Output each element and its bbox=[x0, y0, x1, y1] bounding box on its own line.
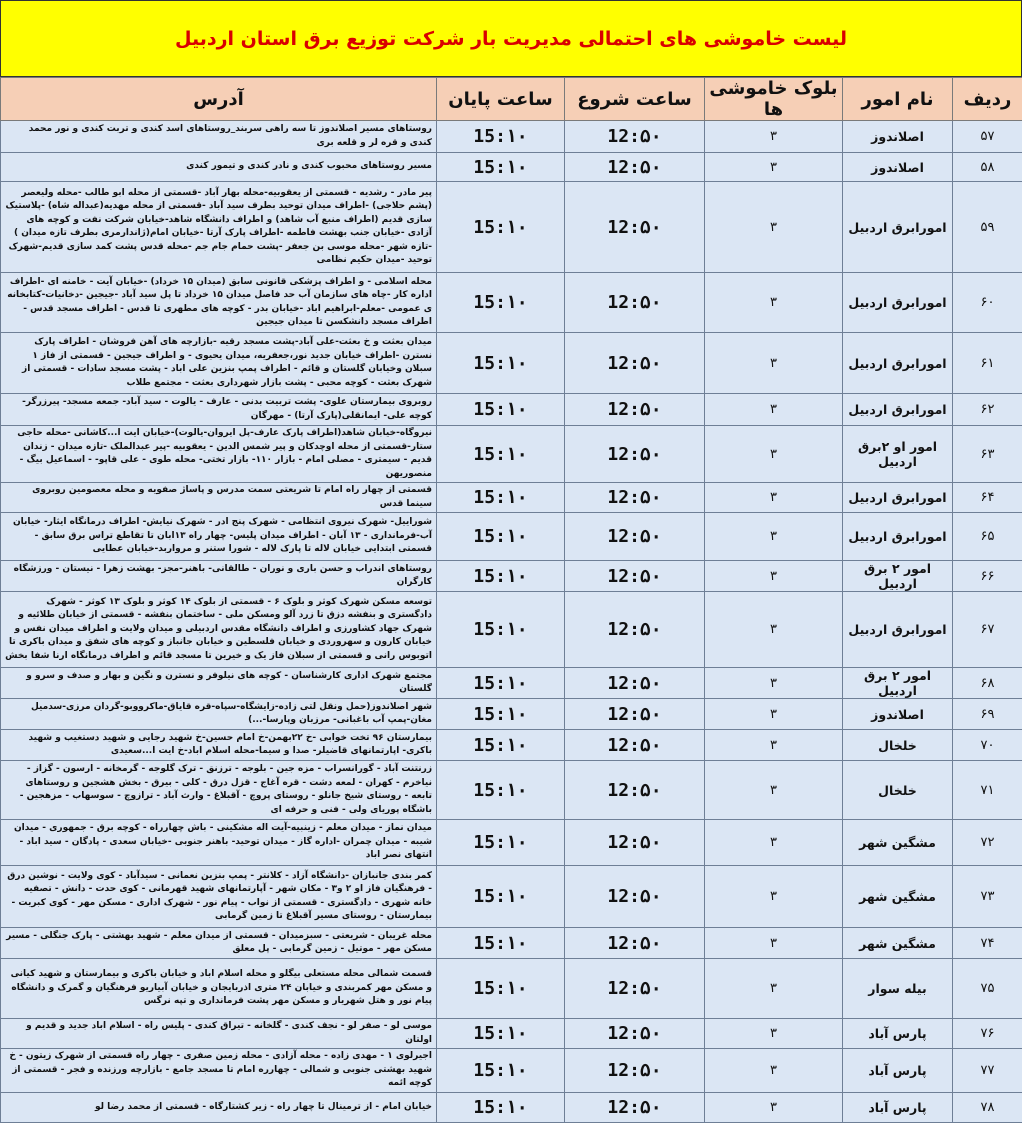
end-time: 15:۱۰ bbox=[437, 699, 565, 730]
header-end-time: ساعت پایان bbox=[437, 78, 565, 121]
row-number: ۵۹ bbox=[953, 182, 1022, 273]
start-time: 12:۵۰ bbox=[565, 1049, 705, 1093]
address: نیروگاه-خیابان شاهد(اطراف پارک عارف-پل ایروان-یالوت)-خیابان ایت ا...کاشانی -محله حاجی ستار-قسمتی از محله اوچدکان و پیر شمس الدین - یعقوبیه -پیر عبدالملک -تازه میدان - زندان قدیم - سیمتری - مصلی امام - بازار ۱۱۰- بازار تختی- محله طوی - علی قاپو- - اسماعیل بیگ - منصوریهن bbox=[1, 426, 437, 483]
start-time: 12:۵۰ bbox=[565, 182, 705, 273]
block-number: ۳ bbox=[705, 513, 843, 561]
address: مجتمع شهرک اداری کارشناسان - کوچه های نیلوفر و نسترن و نگین و بهار و صدف و سرو و گلستان bbox=[1, 668, 437, 699]
end-time: 15:۱۰ bbox=[437, 182, 565, 273]
table-row bbox=[1, 561, 1022, 592]
end-time: 15:۱۰ bbox=[437, 333, 565, 394]
table-row bbox=[1, 1093, 1022, 1123]
start-time: 12:۵۰ bbox=[565, 668, 705, 699]
omur-name: بیله سوار bbox=[843, 959, 953, 1019]
table-row bbox=[1, 699, 1022, 730]
start-time: 12:۵۰ bbox=[565, 273, 705, 333]
start-time: 12:۵۰ bbox=[565, 592, 705, 668]
start-time: 12:۵۰ bbox=[565, 1019, 705, 1049]
end-time: 15:۱۰ bbox=[437, 1019, 565, 1049]
end-time: 15:۱۰ bbox=[437, 1093, 565, 1123]
end-time: 15:۱۰ bbox=[437, 561, 565, 592]
address: روستاهای مسیر اصلاندوز تا سه راهی سربند_روستاهای اسد کندی و تربت کندی و نور محمد کندی و قره لر و قلعه بری bbox=[1, 121, 437, 153]
row-number: ۷۳ bbox=[953, 866, 1022, 928]
omur-name: مشگین شهر bbox=[843, 928, 953, 959]
start-time: 12:۵۰ bbox=[565, 483, 705, 513]
header-address: آدرس bbox=[1, 78, 437, 121]
start-time: 12:۵۰ bbox=[565, 730, 705, 761]
omur-name: پارس آباد bbox=[843, 1093, 953, 1123]
header-start-time: ساعت شروع bbox=[565, 78, 705, 121]
omur-name: مشگین شهر bbox=[843, 866, 953, 928]
block-number: ۳ bbox=[705, 426, 843, 483]
address: شهر اصلاندوز(حمل ونقل لتی زاده-زایشگاه-سپاه-قره قایاق-ماکرووبو-گردان مرزی-سدمیل مغان-پمپ آب باغبانی- مرزبان وپارسا-...) bbox=[1, 699, 437, 730]
block-number: ۳ bbox=[705, 959, 843, 1019]
end-time: 15:۱۰ bbox=[437, 121, 565, 153]
address: میدان بعثت و خ بعثت-علی آباد-پشت مسجد رقیه -بازارچه های آهن فروشان - اطراف پارک نسترن -اطراف خیابان جدید نور،جعفریه، میدان یحیوی - و اطراف جیجین - قسمتی از فاز ۱ سبلان وخیابان گلستان و قائم - اطراف پمپ بنزین علی اباد - پشت مسجد سادات - قسمتی از شهرک بعثت - کوچه محبی - پشت بازار شهرداری بعثت - مجتمع طلاب bbox=[1, 333, 437, 394]
table-row bbox=[1, 730, 1022, 761]
row-number: ۷۶ bbox=[953, 1019, 1022, 1049]
omur-name: امورابرق اردبیل bbox=[843, 273, 953, 333]
omur-name: امورابرق اردبیل bbox=[843, 483, 953, 513]
omur-name: خلخال bbox=[843, 761, 953, 820]
table-row bbox=[1, 1019, 1022, 1049]
end-time: 15:۱۰ bbox=[437, 592, 565, 668]
row-number: ۶۰ bbox=[953, 273, 1022, 333]
address: روستاهای اندراب و حسن باری و نوران - طالقانی- باهنر-مجز- بهشت زهرا - نیستان - ورزشگاه کارگران bbox=[1, 561, 437, 592]
table-row bbox=[1, 333, 1022, 394]
block-number: ۳ bbox=[705, 182, 843, 273]
block-number: ۳ bbox=[705, 483, 843, 513]
start-time: 12:۵۰ bbox=[565, 928, 705, 959]
page-title: لیست خاموشی های احتمالی مدیریت بار شرکت توزیع برق استان اردبیل bbox=[175, 28, 847, 50]
omur-name: امور ۲ برق اردبیل bbox=[843, 561, 953, 592]
row-number: ۷۵ bbox=[953, 959, 1022, 1019]
table-row bbox=[1, 273, 1022, 333]
table-row bbox=[1, 592, 1022, 668]
block-number: ۳ bbox=[705, 1049, 843, 1093]
table-row bbox=[1, 394, 1022, 426]
row-number: ۷۸ bbox=[953, 1093, 1022, 1123]
address: اجیرلوی ۱ - مهدی زاده - محله آزادی - محله زمین صفری - چهار راه قسمتی از شهرک زیتون - خ شهید بهشتی جنوبی و شمالی - چهارره امام تا مسجد جامع - بازارچه ورزنده و فجر - قسمتی از کوچه ائمه bbox=[1, 1049, 437, 1093]
address: توسعه مسکن شهرک کوثر و بلوک ۶ - قسمتی از بلوک ۱۴ کوثر و بلوک ۱۳ کوثر - شهرک دادگستری و بنفشه دزق تا زرد آلو ومسکن ملی - ساختمان بنفشه - قسمتی از خیابان طلائیه و شهرک جهاد کشاورزی و اطراف دانشگاه مقدس اردبیلی و میدان ولایت و اطراف میدان نفس و خیابان کارون و سهروردی و خیابان فلسطین و خیابان جانباز و کوچه های شفق و میدان باکری تا اتوبوس رانی و قسمتی از سبلان فاز یک و خیرین تا مسجد قائم و اطراف درمانگاه ارنا شفا بخش bbox=[1, 592, 437, 668]
end-time: 15:۱۰ bbox=[437, 1049, 565, 1093]
table-row bbox=[1, 1049, 1022, 1093]
table-row bbox=[1, 959, 1022, 1019]
block-number: ۳ bbox=[705, 153, 843, 182]
address: محله اسلامی - و اطراف پزشکی قانونی سابق (میدان ۱۵ خرداد) -خیابان آیت - خامنه ای -اطراف اداره کار -چاه های سازمان آب حد فاصل میدان ۱۵ خرداد تا پل سید آباد -جیجین -دخانیات-کتابخانه ی عمومی -معلم-ابراهیم اباد -خیابان بدر - کوچه های مطهری تا قدس - اطراف مسجد قدس - اطراف مسجد دانشکسن تا میدان جیجین bbox=[1, 273, 437, 333]
start-time: 12:۵۰ bbox=[565, 820, 705, 866]
omur-name: امورابرق اردبیل bbox=[843, 333, 953, 394]
address: قسمت شمالی محله مستعلی بیگلو و محله اسلام اباد و خیابان باکری و بیمارستان و شهید کیانی و مسکن مهر کمربندی و خیابان ۲۴ متری اذربایجان و خیابان آبیاریو فرهنگیان و گمرک و دانشگاه پیام نور و هتل شهریار و مسکن مهر پشت فرمانداری و تپه نرگس bbox=[1, 959, 437, 1019]
row-number: ۷۷ bbox=[953, 1049, 1022, 1093]
block-number: ۳ bbox=[705, 761, 843, 820]
end-time: 15:۱۰ bbox=[437, 959, 565, 1019]
row-number: ۵۸ bbox=[953, 153, 1022, 182]
row-number: ۶۴ bbox=[953, 483, 1022, 513]
block-number: ۳ bbox=[705, 561, 843, 592]
table-row bbox=[1, 668, 1022, 699]
end-time: 15:۱۰ bbox=[437, 394, 565, 426]
start-time: 12:۵۰ bbox=[565, 561, 705, 592]
table-row bbox=[1, 820, 1022, 866]
table-row bbox=[1, 426, 1022, 483]
address: زرنتنت آباد - گورانسراب - مزه جین - بلوجه - ترزنق - ترک گلوجه - گرمخانه - ارسون - گزاز - نیاخرم - کهران - لمعه دشت - قره آغاج - قزل درق - کلی - بیرق - بخش هشجین و روستاهای تابعه - روستای شیخ جانلو - روستای پروچ - آقبلاغ - وارث آباد - ترازوچ - سوسهاب - مزهجین - باشگاه پوریای ولی - فنی و حرفه ای bbox=[1, 761, 437, 820]
omur-name: اصلاندوز bbox=[843, 699, 953, 730]
table-row bbox=[1, 928, 1022, 959]
end-time: 15:۱۰ bbox=[437, 730, 565, 761]
omur-name: پارس آباد bbox=[843, 1019, 953, 1049]
start-time: 12:۵۰ bbox=[565, 426, 705, 483]
start-time: 12:۵۰ bbox=[565, 959, 705, 1019]
table-row bbox=[1, 483, 1022, 513]
block-number: ۳ bbox=[705, 820, 843, 866]
omur-name: امورابرق اردبیل bbox=[843, 592, 953, 668]
end-time: 15:۱۰ bbox=[437, 426, 565, 483]
table-row bbox=[1, 513, 1022, 561]
block-number: ۳ bbox=[705, 394, 843, 426]
address: بیمارستان ۹۶ تخت خوابی -خ ۲۲بهمن-خ امام حسین-خ شهید رجایی و شهید دستغیب و شهید باکری- اپارتمانهای قاضیلر- صدا و سیما-محله اسلام اباد-خ ایت ا...سعیدی bbox=[1, 730, 437, 761]
omur-name: امورابرق اردبیل bbox=[843, 182, 953, 273]
start-time: 12:۵۰ bbox=[565, 121, 705, 153]
block-number: ۳ bbox=[705, 668, 843, 699]
start-time: 12:۵۰ bbox=[565, 866, 705, 928]
address: خیابان امام - از ترمینال تا چهار راه - زیر کشتارگاه - قسمتی از محمد رضا لو bbox=[1, 1093, 437, 1123]
omur-name: اصلاندوز bbox=[843, 153, 953, 182]
table-row bbox=[1, 153, 1022, 182]
address: مسیر روستاهای محبوب کندی و نادر کندی و تیمور کندی bbox=[1, 153, 437, 182]
end-time: 15:۱۰ bbox=[437, 273, 565, 333]
row-number: ۷۱ bbox=[953, 761, 1022, 820]
block-number: ۳ bbox=[705, 699, 843, 730]
end-time: 15:۱۰ bbox=[437, 483, 565, 513]
end-time: 15:۱۰ bbox=[437, 928, 565, 959]
block-number: ۳ bbox=[705, 1093, 843, 1123]
block-number: ۳ bbox=[705, 592, 843, 668]
table-row bbox=[1, 182, 1022, 273]
end-time: 15:۱۰ bbox=[437, 820, 565, 866]
row-number: ۶۲ bbox=[953, 394, 1022, 426]
address: محله غریبان - شریعتی - سبزمیدان - قسمتی از میدان معلم - شهید بهشتی - پارک جنگلی - مسیر مسکن مهر - موتیل - زمین گرمابی - پل معلق bbox=[1, 928, 437, 959]
address: شوراییل- شهرک نیروی انتظامی - شهرک پنج ادر - شهرک نیایش- اطراف درمانگاه ایثار- خیابان آب-فرمانداری - ۱۳ آبان - اطراف میدان پلیس- چهار راه ۱۳ابان تا تقاطع تراس برق سابق - قسمتی ابتدایی خیابان لاله تا پارک لاله - شورا ستنر و مرواربد-خیابان عطایی bbox=[1, 513, 437, 561]
address: میدان نماز - میدان معلم - زینبیه-آیت اله مشکینی - باش چهارراه - کوچه برق - جمهوری - میدان شیبه - میدان چمران -اداره گاز - میدان توحید- باهنر جنوبی -خیابان سعدی - پادگان - سید اباد - انتهای نصر اباد bbox=[1, 820, 437, 866]
address: روبروی بیمارستان علوی- پشت تربیت بدنی - عارف - یالوت - سید آباد- جمعه مسجد- پیرزرگر- کوچه علی- ایمانقلی(پارک آرتا) - مهرگان bbox=[1, 394, 437, 426]
block-number: ۳ bbox=[705, 866, 843, 928]
outage-table bbox=[0, 77, 1022, 1123]
table-row bbox=[1, 121, 1022, 153]
title-banner bbox=[0, 0, 1022, 77]
row-number: ۶۷ bbox=[953, 592, 1022, 668]
block-number: ۳ bbox=[705, 273, 843, 333]
row-number: ۶۳ bbox=[953, 426, 1022, 483]
block-number: ۳ bbox=[705, 333, 843, 394]
row-number: ۷۴ bbox=[953, 928, 1022, 959]
row-number: ۶۹ bbox=[953, 699, 1022, 730]
block-number: ۳ bbox=[705, 1019, 843, 1049]
address: موسی لو - صفر لو - نجف کندی - گلخانه - تیراق کندی - پلیس راه - اسلام اباد جدید و قدیم و اولتان bbox=[1, 1019, 437, 1049]
start-time: 12:۵۰ bbox=[565, 513, 705, 561]
end-time: 15:۱۰ bbox=[437, 866, 565, 928]
row-number: ۵۷ bbox=[953, 121, 1022, 153]
row-number: ۷۰ bbox=[953, 730, 1022, 761]
address: پیر مادر - رشدیه - قسمتی از یعقوبیه-محله بهار آباد -قسمتی از محله ابو طالب -محله ولیعصر (پشم حلاجی) -اطراف میدان توحید بطرف سید آباد -قسمتی از محله مهدیه(عبداله شاه) -پلاستیک سازی قدیم (اطراف منبع آب شاهد) و اطراف دانشگاه شاهد-خیابان شرکت نفت و کوچه های آزادی -خیابان جنب بهشت فاطمه -اطراف پارک آرتا -خیابان امام(ژاندارمری بطرف تازه میدان ) -تازه شهر -محله موسی بن جعفر -پشت حمام جام جم -محله قدس پشت کمد سازی قدیم-شهرک توحید -میدان حکیم نظامی bbox=[1, 182, 437, 273]
row-number: ۶۶ bbox=[953, 561, 1022, 592]
start-time: 12:۵۰ bbox=[565, 333, 705, 394]
end-time: 15:۱۰ bbox=[437, 153, 565, 182]
omur-name: خلخال bbox=[843, 730, 953, 761]
omur-name: امور ۲ برق اردبیل bbox=[843, 668, 953, 699]
header-omur: نام امور bbox=[843, 78, 953, 121]
block-number: ۳ bbox=[705, 730, 843, 761]
header-row-number: ردیف bbox=[953, 78, 1022, 121]
omur-name: مشگین شهر bbox=[843, 820, 953, 866]
table-row bbox=[1, 761, 1022, 820]
table-row bbox=[1, 866, 1022, 928]
address: کمر بندی جانبازان -دانشگاه آزاد - کلانتر - پمپ بنزین نعمانی - سیدآباد - کوی ولایت - نوشین درق - فرهنگیان فاز او ۲ و۳ - مکان شهر - آپارتمانهای شهید قهرمانی - کوی حدت - دانش - تصفیه خانه شهری - دادگستری - قسمتی از نواب - پیام نور - شهرک اداری - مسکن مهر - کوی کبریت - بیمارستان - روستای مسیر آقبلاغ تا زمین گرمابی bbox=[1, 866, 437, 928]
omur-name: امور او ۲برق اردبیل bbox=[843, 426, 953, 483]
header-row bbox=[1, 78, 1022, 121]
row-number: ۶۵ bbox=[953, 513, 1022, 561]
start-time: 12:۵۰ bbox=[565, 153, 705, 182]
start-time: 12:۵۰ bbox=[565, 394, 705, 426]
row-number: ۶۱ bbox=[953, 333, 1022, 394]
omur-name: امورابرق اردبیل bbox=[843, 394, 953, 426]
address: قسمتی از چهار راه امام تا شریعتی سمت مدرس و پاساژ صفویه و محله معصومین روبروی سینما قدس bbox=[1, 483, 437, 513]
end-time: 15:۱۰ bbox=[437, 513, 565, 561]
row-number: ۷۲ bbox=[953, 820, 1022, 866]
row-number: ۶۸ bbox=[953, 668, 1022, 699]
end-time: 15:۱۰ bbox=[437, 668, 565, 699]
header-block: بلوک خاموشی ها bbox=[705, 78, 843, 121]
omur-name: اصلاندوز bbox=[843, 121, 953, 153]
omur-name: امورابرق اردبیل bbox=[843, 513, 953, 561]
start-time: 12:۵۰ bbox=[565, 761, 705, 820]
block-number: ۳ bbox=[705, 121, 843, 153]
start-time: 12:۵۰ bbox=[565, 699, 705, 730]
end-time: 15:۱۰ bbox=[437, 761, 565, 820]
start-time: 12:۵۰ bbox=[565, 1093, 705, 1123]
block-number: ۳ bbox=[705, 928, 843, 959]
omur-name: پارس آباد bbox=[843, 1049, 953, 1093]
